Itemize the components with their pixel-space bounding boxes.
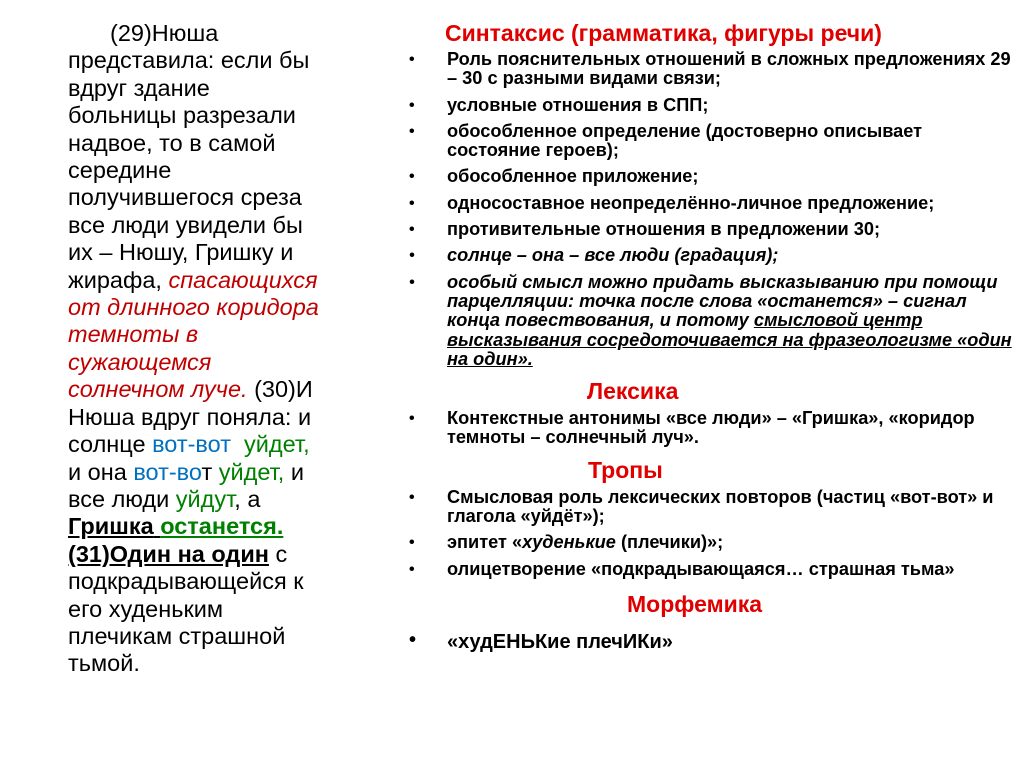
source-text (68, 20, 398, 678)
list-item: • Роль пояснительных отношений в сложных предложениях 29 – 30 с разными видами связи; (409, 49, 1011, 89)
lexika-list (405, 409, 1015, 448)
bullet-icon: • (409, 410, 415, 428)
verb-highlight: уйдут (175, 485, 235, 512)
text-fragment: и (290, 458, 304, 485)
list-item: • солнце – она – все люди (градация); (409, 245, 779, 266)
list-item: • противительные отношения в предложении 30; (409, 219, 881, 240)
verb-highlight: уйдет, (244, 431, 310, 458)
verb-highlight: останется. (160, 513, 284, 540)
text-fragment: (30)И (254, 376, 313, 403)
text-line: подкрадывающейся к (68, 568, 304, 595)
underlined-conclusion: смысловой центр высказывания сосредоточивается на фразеологизме «один на один». (447, 310, 1012, 369)
text-fragment: солнце (68, 431, 146, 458)
text-line: (29)Нюша (110, 20, 219, 46)
bullet-icon: • (409, 122, 415, 140)
bullet-icon: • (409, 247, 415, 265)
syntax-list (405, 50, 1015, 369)
tropy-list (405, 488, 1015, 579)
text-fragment: , а (234, 485, 261, 512)
idiom-highlight: (31)Один на один (68, 540, 269, 567)
list-item: • обособленное приложение; (409, 166, 699, 187)
text-fragment: и она (68, 458, 127, 485)
participial-phrase: солнечном луче. (68, 376, 248, 403)
list-item: • условные отношения в СПП; (409, 94, 709, 115)
list-item: • особый смысл можно придать высказыванию при помощи парцелляции: точка после слова «останется» – сигнал конца повествования, и потому смысловой центр высказывания сосредоточивается на фразеологизме «один на один». (409, 271, 1012, 369)
list-item: • Смысловая роль лексических повторов (частиц «вот-вот» и глагола «уйдёт»); (409, 486, 994, 527)
analysis-panel (405, 18, 1015, 660)
text-line: представила: если бы (68, 47, 310, 74)
bullet-icon: • (409, 488, 415, 506)
morph-list (405, 628, 1015, 653)
syntax-heading: Синтаксис (грамматика, фигуры речи) (445, 20, 882, 46)
text-line: надвое, то в самой (68, 129, 276, 156)
text-line: тьмой. (68, 650, 140, 677)
tropy-heading: Тропы (588, 456, 663, 483)
bullet-icon: • (409, 168, 415, 186)
bullet-icon: • (409, 194, 415, 212)
text-line: вдруг здание (68, 74, 210, 101)
text-line: Нюша вдруг поняла: и (68, 403, 312, 430)
text-fragment: жирафа, (68, 266, 162, 293)
bullet-icon: • (409, 51, 415, 68)
text-fragment: все люди (68, 485, 170, 512)
bullet-icon: • (409, 96, 415, 114)
participial-phrase: спасающихся (168, 266, 318, 293)
list-item: • олицетворение «подкрадывающаяся… страшная тьма» (409, 558, 955, 579)
list-item: • эпитет «худенькие (плечики)»; (409, 532, 724, 553)
text-line: больницы разрезали (68, 102, 296, 129)
bullet-icon: • (409, 560, 415, 578)
text-line: их – Нюшу, Гришку и (68, 239, 294, 266)
text-line: плечикам страшной (68, 622, 286, 649)
particle-highlight: вот-вот (152, 431, 231, 458)
bullet-icon: • (409, 221, 415, 239)
participial-phrase: от длинного коридора (68, 294, 319, 321)
text-line: все люди увидели бы (68, 211, 303, 238)
text-fragment: Гришка (68, 513, 154, 540)
participial-phrase: сужающемся (68, 348, 212, 375)
participial-phrase: темноты в (68, 321, 199, 348)
list-item: • обособленное определение (достоверно описывает состояние героев); (409, 120, 923, 161)
morph-heading: Морфемика (627, 590, 763, 617)
list-item: • «худЕНЬКие плечИКи» (409, 628, 673, 653)
text-line: середине (68, 157, 172, 184)
particle-highlight: вот-во (133, 458, 202, 485)
text-fragment: т (201, 458, 213, 485)
bullet-icon: • (409, 273, 415, 291)
bullet-icon: • (409, 628, 417, 651)
lexika-heading: Лексика (587, 378, 679, 405)
verb-highlight: уйдет, (218, 458, 285, 485)
text-fragment: с (275, 540, 288, 567)
list-item: • Контекстные антонимы «все люди» – «Гришка», «коридор темноты – солнечный луч». (409, 408, 975, 448)
text-line: получившегося среза (68, 184, 302, 211)
text-line: его худеньким (68, 595, 224, 622)
list-item: • односоставное неопределённо-личное предложение; (409, 192, 935, 213)
bullet-icon: • (409, 534, 415, 552)
